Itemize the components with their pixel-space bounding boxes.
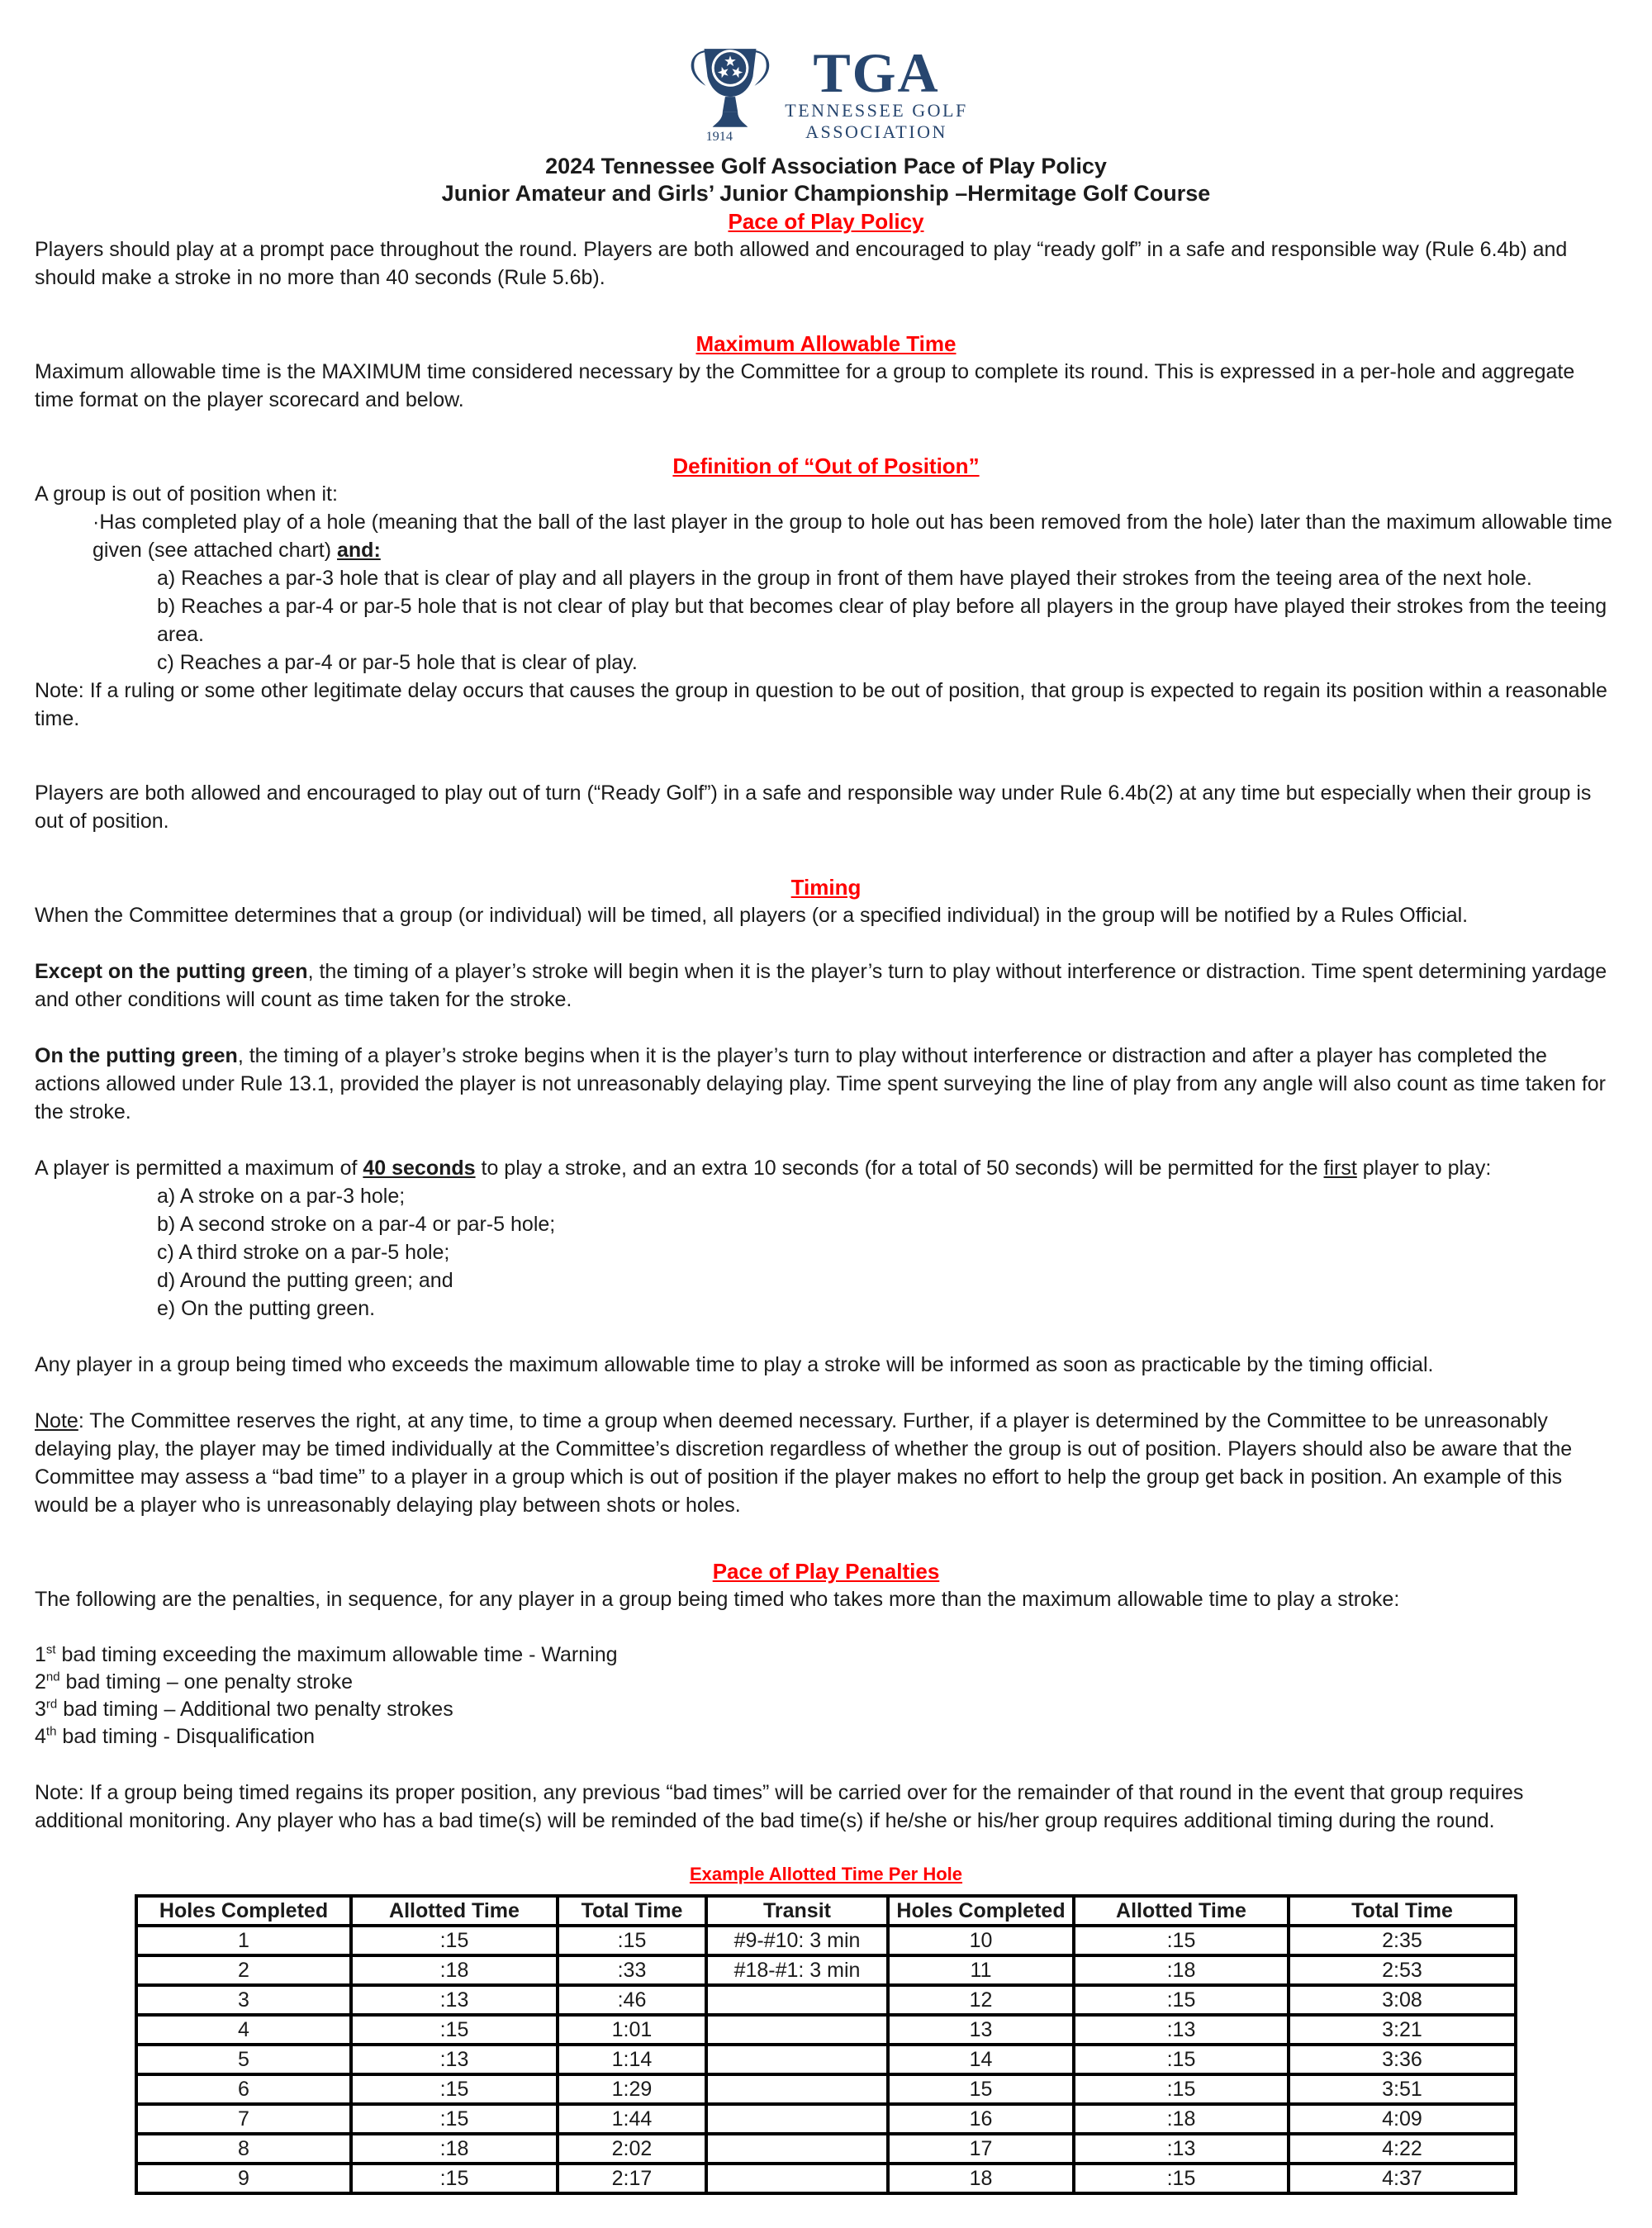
penalty-item-2	[35, 1669, 1617, 1696]
table-cell: :13	[1074, 2134, 1289, 2164]
paragraph-oop-bullet	[93, 508, 1617, 564]
penalty-item-3	[35, 1696, 1617, 1723]
logo-wordmark	[785, 41, 968, 143]
penalty-text: bad timing – Additional two penalty strokes	[57, 1698, 453, 1722]
table-cell	[706, 1985, 888, 2015]
table-cell: 1:29	[558, 2074, 706, 2104]
table-cell: 1:14	[558, 2045, 706, 2074]
penalty-ordinal: 1	[35, 1643, 46, 1667]
table-cell: 3:21	[1289, 2015, 1516, 2045]
table-cell: 10	[888, 1926, 1074, 1955]
paragraph-on-putting-green	[35, 1042, 1617, 1126]
paragraph-oop-intro: A group is out of position when it:	[35, 482, 338, 506]
table-cell	[706, 2045, 888, 2074]
heading-maximum-allowable-time: Maximum Allowable Time	[695, 331, 957, 357]
trophy-block	[684, 43, 776, 142]
table-cell: 4:37	[1289, 2164, 1516, 2193]
table-cell: 3:51	[1289, 2074, 1516, 2104]
table-cell: 3:36	[1289, 2045, 1516, 2074]
paragraph-oop-item-b: b) Reaches a par-4 or par-5 hole that is not clear of play but that becomes clear of play before all players in the group have played their strokes from the teeing area.	[157, 595, 1607, 647]
table-cell: :15	[1074, 1926, 1289, 1955]
table-cell: 18	[888, 2164, 1074, 2193]
penalty-item-1	[35, 1641, 1617, 1669]
penalty-ordinal-suffix: st	[45, 1643, 56, 1658]
table-cell: #9-#10: 3 min	[706, 1926, 888, 1955]
table-cell: #18-#1: 3 min	[706, 1955, 888, 1985]
table-row	[136, 1985, 1516, 2015]
table-cell: :46	[558, 1985, 706, 2015]
penalty-ordinal-suffix: rd	[45, 1698, 58, 1713]
tga-logo	[35, 43, 1617, 143]
table-cell: :18	[1074, 1955, 1289, 1985]
table-cell: :15	[351, 2164, 558, 2193]
logo-monogram: TGA	[813, 41, 940, 104]
table-cell: :13	[351, 2045, 558, 2074]
heading-pace-of-play-penalties: Pace of Play Penalties	[712, 1559, 940, 1584]
table-cell: 2:35	[1289, 1926, 1516, 1955]
penalty-text: bad timing - Disqualification	[56, 1725, 316, 1749]
table-cell: 4:22	[1289, 2134, 1516, 2164]
table-cell: 1:44	[558, 2104, 706, 2134]
table-row	[136, 2134, 1516, 2164]
col-holes-completed-back: Holes Completed	[888, 1896, 1074, 1926]
table-cell	[706, 2134, 888, 2164]
table-cell: :15	[351, 2015, 558, 2045]
paragraph-timing-informed: Any player in a group being timed who exceeds the maximum allowable time to play a stroke will be informed as soon as practicable by the timing official.	[35, 1353, 1434, 1377]
allotted-time-table	[135, 1894, 1517, 2195]
penalty-ordinal: 2	[35, 1670, 46, 1694]
table-cell: :15	[351, 1926, 558, 1955]
col-holes-completed-front: Holes Completed	[136, 1896, 351, 1926]
table-row	[136, 2045, 1516, 2074]
penalty-item-4	[35, 1723, 1617, 1751]
heading-out-of-position: Definition of “Out of Position”	[672, 454, 980, 479]
table-cell: 3	[136, 1985, 351, 2015]
table-cell: :15	[558, 1926, 706, 1955]
paragraph-timing-note	[35, 1407, 1617, 1519]
paragraph-penalties-note: Note: If a group being timed regains its proper position, any previous “bad times” will be carried over for the remainder of that round in the event that group requires additional monitoring. Any player who has a bad time(s) will be reminded of the bad time(s) if he/she or his/her group requires additional timing during the round.	[35, 1781, 1524, 1833]
paragraph-except-putting-green	[35, 957, 1617, 1014]
table-cell: 6	[136, 2074, 351, 2104]
table-cell	[706, 2164, 888, 2193]
penalty-ordinal: 3	[35, 1698, 46, 1722]
paragraph-penalties-intro: The following are the penalties, in sequence, for any player in a group being timed who takes more than the maximum allowable time to play a stroke:	[35, 1588, 1400, 1612]
table-cell: :33	[558, 1955, 706, 1985]
table-cell: :13	[351, 1985, 558, 2015]
table-row	[136, 2164, 1516, 2193]
except-putting-green-rest: , the timing of a player’s stroke will begin when it is the player’s turn to play without interference or distraction. Time spent determining yardage and other conditions will count as time taken for the stroke.	[35, 960, 1607, 1012]
table-cell: 2:02	[558, 2134, 706, 2164]
penalty-text: bad timing – one penalty stroke	[59, 1670, 353, 1694]
logo-name-line2: ASSOCIATION	[805, 121, 947, 142]
col-total-time-back: Total Time	[1289, 1896, 1516, 1926]
on-putting-green-rest: , the timing of a player’s stroke begins when it is the player’s turn to play without interference or distraction and after a player has completed the actions allowed under Rule 13.1, provided the player is not unreasonably delaying play. Time spent surveying the line of play from any angle will also count as time taken for the stroke.	[35, 1044, 1607, 1124]
forty-seconds-c: player to play:	[1356, 1157, 1492, 1181]
timing-note-rest: : The Committee reserves the right, at any time, to time a group when deemed necessary. Further, if a player is determined by the Committee to be unreasonably delaying play, the player may be timed individually at the Committee’s discretion regardless of whether the group is out of position. Players should also be aware that the Committee may assess a “bad time” to a player in a group which is out of position if the player makes no effort to help the group get back in position. An example of this would be a player who is unreasonably delaying play between shots or holes.	[35, 1409, 1573, 1518]
oop-bullet-and: and:	[337, 539, 381, 563]
table-cell: 4	[136, 2015, 351, 2045]
table-cell	[706, 2104, 888, 2134]
logo-name-line1: TENNESSEE GOLF	[785, 99, 968, 121]
penalty-ordinal-suffix: th	[45, 1725, 57, 1740]
table-row	[136, 2104, 1516, 2134]
table-cell: 2:53	[1289, 1955, 1516, 1985]
col-allotted-time-front: Allotted Time	[351, 1896, 558, 1926]
on-putting-green-lead: On the putting green	[35, 1044, 238, 1068]
table-row	[136, 1926, 1516, 1955]
table-cell: 1	[136, 1926, 351, 1955]
table-header-row	[136, 1896, 1516, 1926]
table-cell: 2:17	[558, 2164, 706, 2193]
paragraph-oop-item-c: c) Reaches a par-4 or par-5 hole that is clear of play.	[157, 651, 638, 675]
penalty-ordinal: 4	[35, 1725, 46, 1749]
heading-pace-of-play-policy: Pace of Play Policy	[728, 209, 924, 235]
table-cell: 15	[888, 2074, 1074, 2104]
paragraph-ready-golf: Players are both allowed and encouraged to play out of turn (“Ready Golf”) in a safe and responsible way under Rule 6.4b(2) at any time but especially when their group is out of position.	[35, 781, 1592, 834]
oop-bullet-text: ·Has completed play of a hole (meaning that the ball of the last player in the group to hole out has been removed from the hole) later than the maximum allowable time given (see attached chart)	[93, 511, 1612, 563]
allotted-time-table-body	[136, 1926, 1516, 2193]
penalty-text: bad timing exceeding the maximum allowable time - Warning	[55, 1643, 618, 1667]
except-putting-green-lead: Except on the putting green	[35, 960, 308, 984]
table-cell: 11	[888, 1955, 1074, 1985]
table-cell: :15	[1074, 2074, 1289, 2104]
table-row	[136, 1955, 1516, 1985]
forty-seconds-b: to play a stroke, and an extra 10 seconds (for a total of 50 seconds) will be permitted for the	[475, 1157, 1324, 1181]
penalty-ordinal-suffix: nd	[45, 1670, 60, 1685]
paragraph-timing-notify: When the Committee determines that a group (or individual) will be timed, all players (or a specified individual) in the group will be notified by a Rules Official.	[35, 904, 1469, 928]
table-cell: :18	[351, 2134, 558, 2164]
table-cell: 12	[888, 1985, 1074, 2015]
table-cell: :15	[1074, 2045, 1289, 2074]
table-cell: 8	[136, 2134, 351, 2164]
paragraph-timing-item-a: a) A stroke on a par-3 hole;	[157, 1185, 406, 1209]
table-cell: 2	[136, 1955, 351, 1985]
paragraph-policy: Players should play at a prompt pace throughout the round. Players are both allowed and encouraged to play “ready golf” in a safe and responsible way (Rule 6.4b) and should make a stroke in no more than 40 seconds (Rule 5.6b).	[35, 238, 1568, 290]
paragraph-timing-item-b: b) A second stroke on a par-4 or par-5 hole;	[157, 1213, 556, 1237]
forty-seconds-first: first	[1323, 1157, 1357, 1181]
paragraph-maximum-allowable-time: Maximum allowable time is the MAXIMUM time considered necessary by the Committee for a group to complete its round. This is expressed in a per-hole and aggregate time format on the player scorecard and below.	[35, 360, 1575, 412]
forty-seconds-a: A player is permitted a maximum of	[35, 1157, 363, 1181]
table-cell: 17	[888, 2134, 1074, 2164]
col-allotted-time-back: Allotted Time	[1074, 1896, 1289, 1926]
table-cell: :15	[1074, 2164, 1289, 2193]
timing-note-label: Note	[35, 1409, 78, 1433]
table-cell: :15	[351, 2074, 558, 2104]
document-subtitle: Junior Amateur and Girls’ Junior Championship –Hermitage Golf Course	[441, 181, 1211, 207]
logo-year: 1914	[705, 128, 733, 142]
table-cell: 3:08	[1289, 1985, 1516, 2015]
table-cell: 9	[136, 2164, 351, 2193]
table-cell: 16	[888, 2104, 1074, 2134]
paragraph-oop-note: Note: If a ruling or some other legitimate delay occurs that causes the group in question to be out of position, that group is expected to regain its position within a reasonable time.	[35, 679, 1607, 731]
table-cell: :15	[351, 2104, 558, 2134]
table-cell: :18	[351, 1955, 558, 1985]
trophy-icon	[684, 43, 776, 142]
table-cell: 7	[136, 2104, 351, 2134]
col-transit: Transit	[706, 1896, 888, 1926]
penalty-list	[35, 1641, 1617, 1751]
paragraph-40-seconds	[35, 1154, 1617, 1182]
table-cell: 13	[888, 2015, 1074, 2045]
document-title: 2024 Tennessee Golf Association Pace of Play Policy	[545, 154, 1107, 179]
paragraph-timing-item-c: c) A third stroke on a par-5 hole;	[157, 1241, 450, 1265]
col-total-time-front: Total Time	[558, 1896, 706, 1926]
table-cell: :13	[1074, 2015, 1289, 2045]
table-cell: :18	[1074, 2104, 1289, 2134]
table-cell: 1:01	[558, 2015, 706, 2045]
table-cell: 14	[888, 2045, 1074, 2074]
table-row	[136, 2015, 1516, 2045]
paragraph-timing-item-d: d) Around the putting green; and	[157, 1269, 453, 1293]
table-cell: 4:09	[1289, 2104, 1516, 2134]
table-cell: :15	[1074, 1985, 1289, 2015]
heading-example-allotted-time: Example Allotted Time Per Hole	[689, 1864, 963, 1885]
table-row	[136, 2074, 1516, 2104]
table-cell: 5	[136, 2045, 351, 2074]
paragraph-oop-item-a: a) Reaches a par-3 hole that is clear of play and all players in the group in front of them have played their strokes from the teeing area of the next hole.	[157, 567, 1532, 591]
forty-seconds-value: 40 seconds	[363, 1157, 476, 1181]
table-cell	[706, 2015, 888, 2045]
heading-timing: Timing	[790, 875, 862, 900]
table-cell	[706, 2074, 888, 2104]
paragraph-timing-item-e: e) On the putting green.	[157, 1297, 376, 1321]
